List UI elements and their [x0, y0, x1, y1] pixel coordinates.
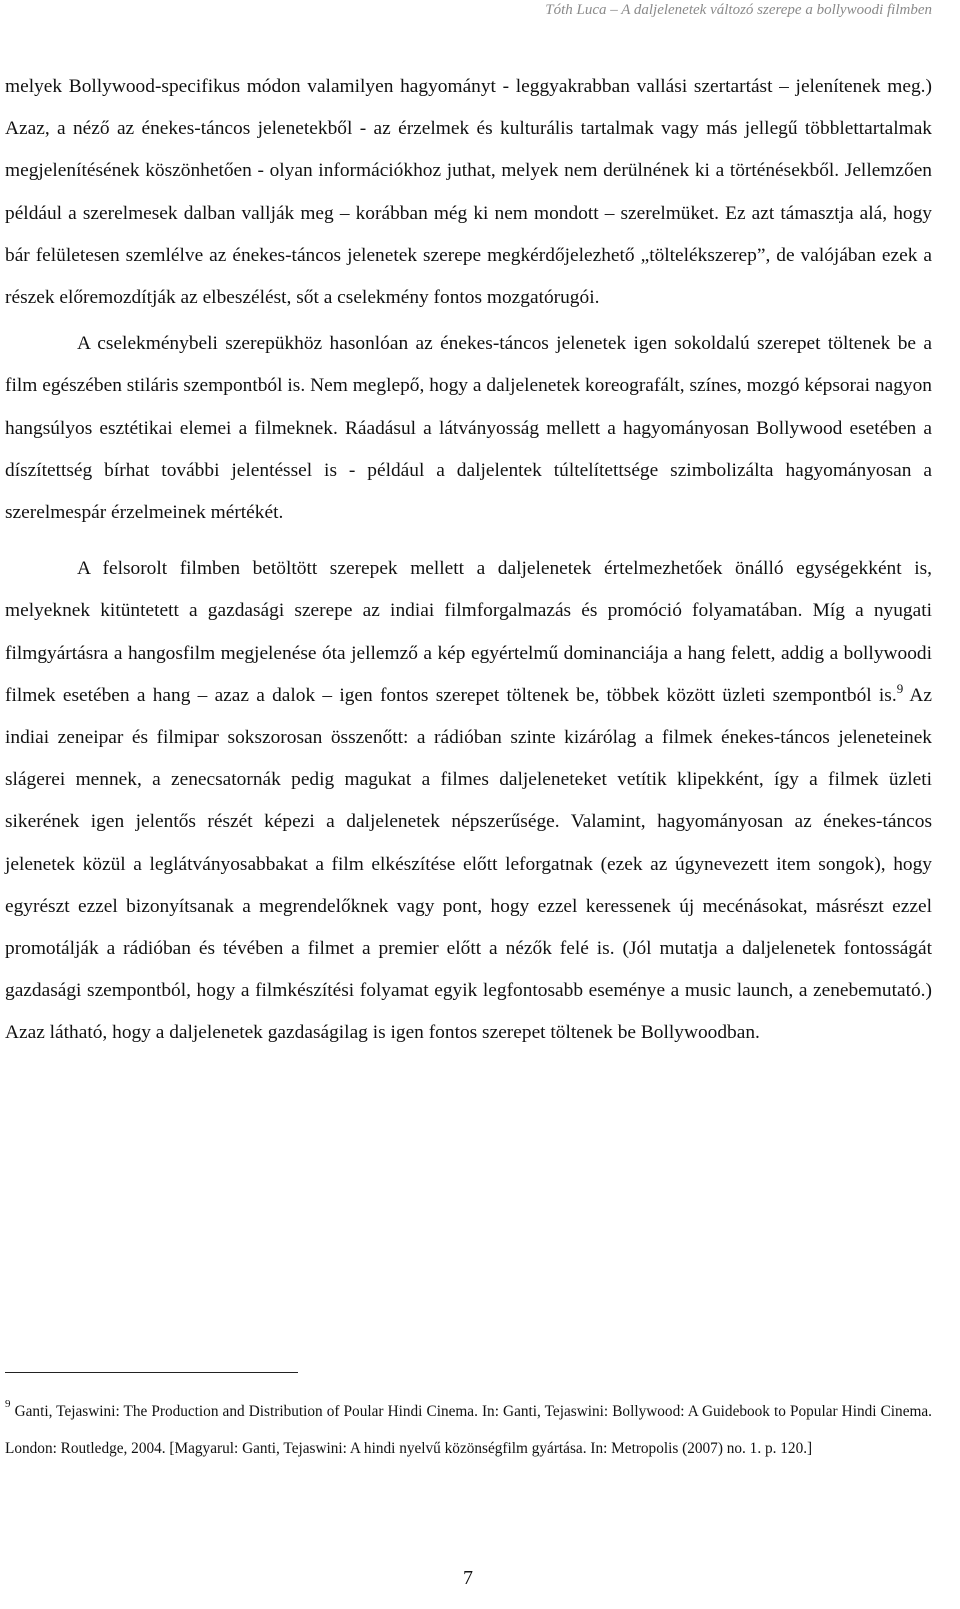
paragraph-3-text-after: Az indiai zeneipar és filmipar sokszorosan összenőtt: a rádióban szinte kizárólag a filmek énekes-táncos jeleneteinek slágerei mennek, a zenecsatornák pedig magukat a filmes daljeleneteket vetítik klipekként, így a filmek üzleti sikerének igen jelentős részét képezi a daljelenetek népszerűsége. Valamint, hagyományosan az énekes-táncos jelenetek közül a leglátványosabbakat a film elkészítése előtt leforgatnak (ezek az úgynevezett item songok), hogy egyrészt ezzel bizonyítsanak a megrendelőknek vagy pont, hogy ezzel keressenek új mecénásokat, másrészt ezzel promotálják a rádióban és tévében a filmet a premier előtt a nézők felé is. (Jól mutatja a daljelenetek fontosságát gazdasági szempontból, hogy a filmkészítési folyamat egyik legfontosabb eseménye a music launch, a zenebemutató.) Azaz látható, hogy a daljelenetek gazdaságilag is igen fontos szerepet töltenek be Bollywoodban. [5, 684, 932, 1044]
page-number: 7 [463, 1567, 473, 1589]
running-header: Tóth Luca – A daljelenetek változó szerepe a bollywoodi filmben [545, 2, 932, 18]
main-text [5, 66, 932, 1055]
footnote-text: Ganti, Tejaswini: The Production and Distribution of Poular Hindi Cinema. In: Ganti, Tejaswini: Bollywood: A Guidebook to Popular Hindi Cinema. London: Routledge, 2004. [Magyarul: Ganti, Tejaswini: A hindi nyelvű közönségfilm gyártása. In: Metropolis (2007) no. 1. p. 120.] [5, 1403, 932, 1457]
footnote-number: 9 [5, 1398, 11, 1410]
footnote [5, 1393, 932, 1467]
paragraph-3 [5, 548, 932, 1054]
paragraph-2: A cselekménybeli szerepükhöz hasonlóan az énekes-táncos jelenetek igen sokoldalú szerepet töltenek be a film egészében stiláris szempontból is. Nem meglepő, hogy a daljelenetek koreografált, színes, mozgó képsorai nagyon hangsúlyos esztétikai elemei a filmeknek. Ráadásul a látványosság mellett a hagyományosan Bollywood esetében a díszítettség bírhat további jelentéssel is - például a daljelentek túltelítettsége szimbolizálta hagyományosan a szerelmespár érzelmeinek mértékét. [5, 333, 932, 524]
paragraph-3-text-before: A felsorolt filmben betöltött szerepek mellett a daljelenetek értelmezhetőek önálló egységekként is, melyeknek kitüntetett a gazdasági szerepe az indiai filmforgalmazás és promóció folyamatában. Míg a nyugati filmgyártásra a hangosfilm megjelenése óta jellemző a kép egyértelmű dominanciája a hang felett, addig a bollywoodi filmek esetében a hang – azaz a dalok – igen fontos szerepet töltenek be, többek között üzleti szempontból is. [5, 558, 932, 706]
paragraph-1: melyek Bollywood-specifikus módon valamilyen hagyományt - leggyakrabban vallási szertartást – jelenítenek meg.) Azaz, a néző az énekes-táncos jelenetekből - az érzelmek és kulturális tartalmak vagy más jellegű többlettartalmak megjelenítésének köszönhetően - olyan információkhoz juthat, melyek nem derülnének ki a történésekből. Jellemzően például a szerelmesek dalban vallják meg – korábban még ki nem mondott – szerelmüket. Ez azt támasztja alá, hogy bár felületesen szemlélve az énekes-táncos jelenetek szerepe megkérdőjelezhető „töltelékszerep”, de valójában ezek a részek előremozdítják az elbeszélést, sőt a cselekmény fontos mozgatórugói. [5, 76, 932, 309]
footnote-reference[interactable]: 9 [896, 680, 904, 696]
footnote-separator [5, 1372, 298, 1373]
